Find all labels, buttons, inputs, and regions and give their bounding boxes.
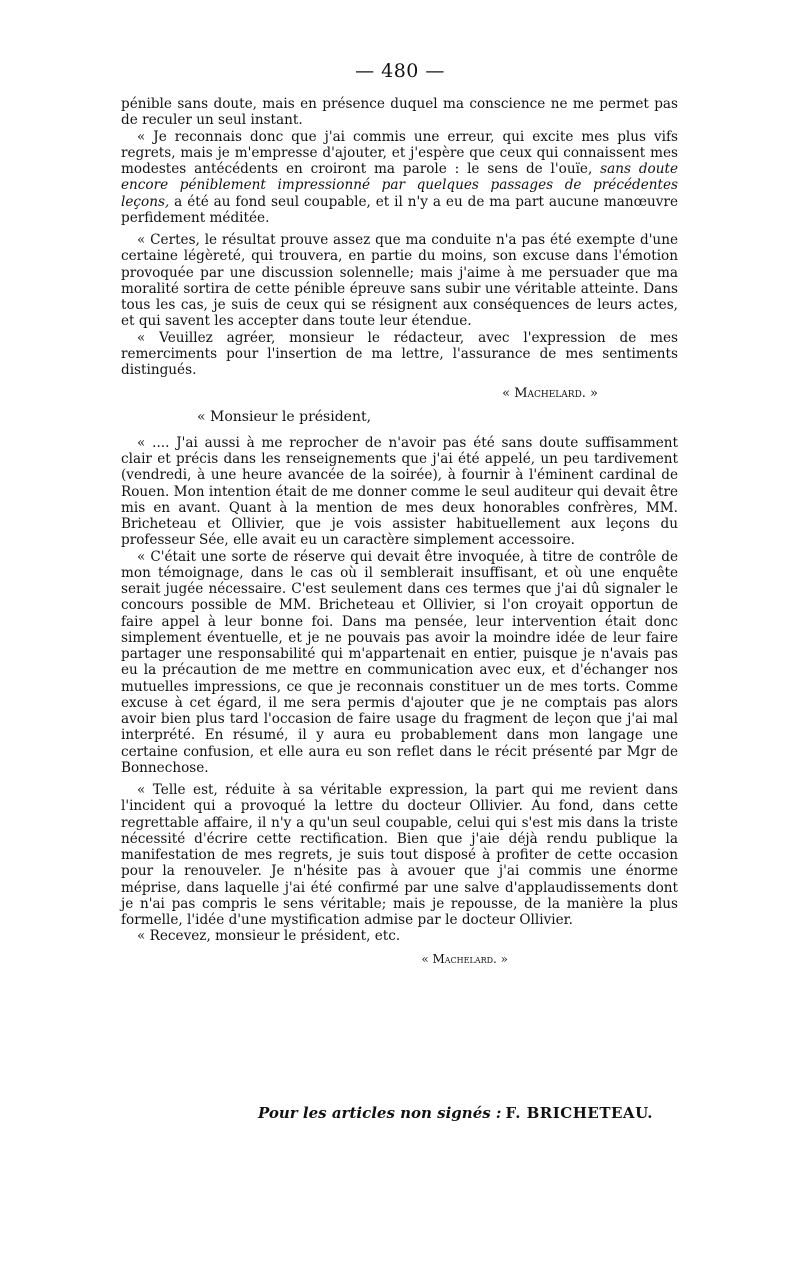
paragraph-continuation: pénible sans doute, mais en présence duquel ma conscience ne me permet pas de reculer un seul instant.	[121, 96, 678, 129]
footer-label: Pour les articles non signés :	[258, 1104, 502, 1122]
paragraph-apology-italic: sans doute encore péniblement impressionné par quelques passages de précédentes leçons,	[121, 161, 678, 210]
signature-machelard-2: « Machelard. »	[421, 951, 508, 966]
salutation: « Monsieur le président,	[197, 408, 372, 425]
page-number: — 480 —	[355, 60, 445, 82]
footer	[258, 1104, 653, 1122]
paragraph-veuillez: « Veuillez agréer, monsieur le rédacteur, avec l'expression de mes remerciments pour l'insertion de ma lettre, l'assurance de mes sentiments distingués.	[121, 329, 678, 378]
body-text	[121, 96, 678, 967]
paragraph-recevez: « Recevez, monsieur le président, etc.	[137, 928, 401, 945]
signature-machelard-1: « Machelard. »	[502, 386, 598, 402]
paragraph-certes: « Certes, le résultat prouve assez que ma conduite n'a pas été exempte d'une certaine légèreté, qui trouvera, en partie du moins, son excuse dans l'émotion provoquée par une discussion solennelle; mais j'aime à me persuader que ma moralité sortira de cette pénible épreuve sans subir une véritable atteinte. Dans tous les cas, je suis de ceux qui se résignent aux conséquences de leurs actes, et qui savent les accepter dans toute leur étendue.	[121, 232, 678, 330]
paragraph-apology-end: a été au fond seul coupable, et il n'y a eu de ma part aucune manœuvre perfidement méditée.	[121, 193, 678, 226]
paragraph-apology-start: « Je reconnais donc que j'ai commis une erreur, qui excite mes plus vifs regrets, mais je m'empresse d'ajouter, et j'espère que ceux qui connaissent mes modestes antécédents en croiront ma parole : le sens de l'ouïe,	[121, 128, 678, 177]
paragraph-reproach: « .... J'ai aussi à me reprocher de n'avoir pas été sans doute suffisamment clair et précis dans les renseignements que j'ai été appelé, un peu tardivement (vendredi, à une heure avancée de la soirée), à fournir à l'éminent cardinal de Rouen. Mon intention était de me donner comme le seul auditeur qui devait être mis en avant. Quant à la mention de mes deux honorables confrères, MM. Bricheteau et Ollivier, que je vois assister habituellement aux leçons du professeur Sée, elle avait eu un caractère simplement accessoire.	[121, 434, 678, 549]
paragraph-telle-est: « Telle est, réduite à sa véritable expression, la part qui me revient dans l'incident qui a provoqué la lettre du docteur Ollivier. Au fond, dans cette regrettable affaire, il n'y a qu'un seul coupable, celui qui s'est mis dans la triste nécessité d'écrire cette rectification. Bien que j'aie déjà rendu publique la manifestation de mes regrets, je suis tout disposé à profiter de cette occasion pour la renouveler. Je n'hésite pas à avouer que j'ai commis une énorme méprise, dans laquelle j'ai été confirmé par une salve d'applaudissements dont je n'ai pas compris le sens véritable; mais je repousse, de la manière la plus formelle, l'idée d'une mystification admise par le docteur Ollivier.	[121, 782, 678, 928]
paragraph-apology	[121, 129, 678, 227]
footer-editor-name: F. BRICHETEAU.	[505, 1104, 653, 1122]
paragraph-reserve: « C'était une sorte de réserve qui devait être invoquée, à titre de contrôle de mon témoignage, dans le cas où il semblerait insuffisant, et où une enquête serait jugée nécessaire. C'est seulement dans ces termes que j'ai dû signaler le concours possible de MM. Bricheteau et Ollivier, si l'on croyait opportun de faire appel à leur bonne foi. Dans ma pensée, leur intervention était donc simplement éventuelle, et je ne pouvais pas avoir la moindre idée de leur faire partager une responsabilité qui m'appartenait en entier, puisque je n'avais pas eu la précaution de me mettre en communication avec eux, et d'échanger nos mutuelles impressions, ce que je reconnais constituer un de mes torts. Comme excuse à cet égard, il me sera permis d'ajouter que je ne comptais pas alors avoir bien plus tard l'occasion de faire usage du fragment de leçon que j'ai mal interprété. En résumé, il y aura eu probablement dans mon langage une certaine confusion, et elle aura eu son reflet dans le récit présenté par Mgr de Bonnechose.	[121, 548, 678, 776]
